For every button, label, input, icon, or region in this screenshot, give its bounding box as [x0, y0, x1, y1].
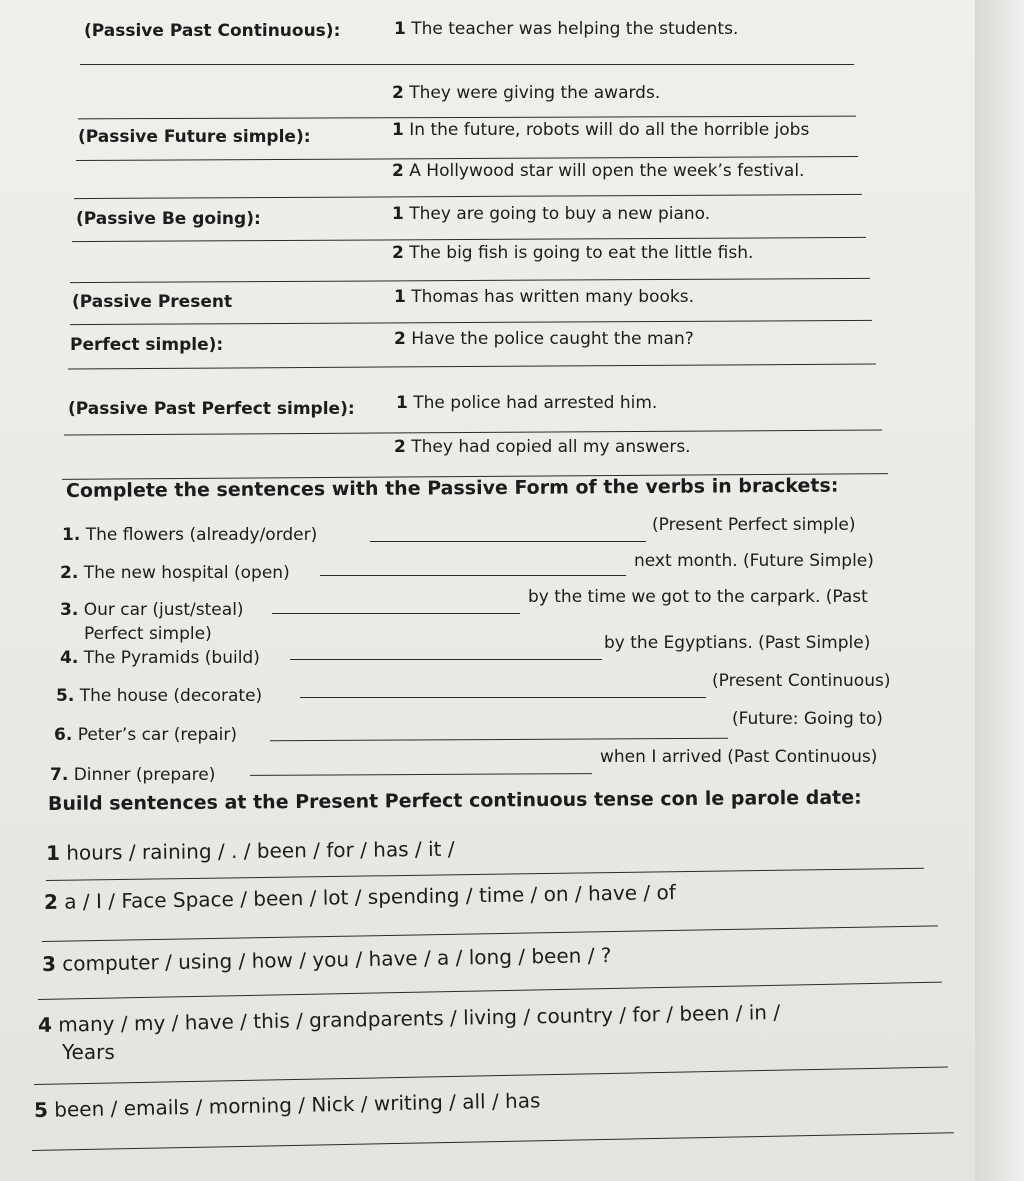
item-number: 5. — [56, 686, 75, 706]
review-sentence: 1 Thomas has written many books. — [394, 287, 694, 307]
blank-line[interactable] — [320, 575, 626, 576]
review-sentence: 2 They had copied all my answers. — [394, 437, 691, 457]
exercise-item — [50, 765, 215, 785]
item-start: The flowers (already/order) — [85, 525, 318, 545]
item-start: Dinner (prepare) — [73, 765, 216, 785]
item-tense: (Present Perfect simple) — [652, 515, 856, 535]
exercise1-title: Complete the sentences with the Passive Form of the verbs in brackets: — [65, 474, 839, 502]
blank-line[interactable] — [290, 659, 602, 660]
exercise2-title: Build sentences at the Present Perfect continuous tense con le parole date: — [47, 786, 862, 815]
review-sentence-text: They are going to buy a new piano. — [409, 204, 711, 224]
item-tense: when I arrived (Past Continuous) — [600, 747, 878, 767]
exercise-item — [56, 686, 262, 706]
item-number: 5 — [33, 1097, 49, 1122]
item-number: 1 — [45, 840, 61, 865]
review-sentence: 1 The police had arrested him. — [396, 393, 658, 413]
item-number: 4 — [37, 1012, 53, 1037]
item-number: 4. — [60, 648, 79, 668]
item-start: The new hospital (open) — [83, 563, 290, 583]
exercise-item — [60, 563, 290, 583]
item-number: 6. — [54, 725, 73, 745]
item-words: many / my / have / this / grandparents / living / country / for / been / in / — [58, 1000, 781, 1037]
item-start: Our car (just/steal) — [83, 600, 244, 620]
item-words-continued: Years — [62, 1040, 115, 1064]
answer-line — [80, 64, 854, 65]
item-number: 2 — [43, 889, 59, 914]
review-sentence-text: The big fish is going to eat the little fish. — [409, 243, 754, 263]
item-words: computer / using / how / you / have / a / long / been / ? — [62, 943, 612, 976]
exercise-item — [60, 648, 260, 668]
heading-future-simple: (Passive Future simple): — [78, 127, 311, 147]
review-sentence-text: They were giving the awards. — [409, 83, 661, 103]
blank-line[interactable] — [370, 541, 646, 542]
item-tense: by the Egyptians. (Past Simple) — [604, 633, 871, 653]
item-words: hours / raining / . / been / for / has / it / — [66, 836, 455, 865]
review-sentence: 1 In the future, robots will do all the horrible jobs — [392, 120, 810, 140]
review-sentence-text: Have the police caught the man? — [411, 329, 694, 349]
item-start: The house (decorate) — [79, 686, 263, 706]
heading-past-perfect: (Passive Past Perfect simple): — [68, 399, 355, 419]
item-number: 3. — [60, 600, 79, 620]
item-tense-continued: Perfect simple) — [84, 624, 212, 644]
review-sentence-text: A Hollywood star will open the week’s festival. — [409, 161, 805, 181]
exercise-item — [62, 525, 317, 545]
build-item — [46, 837, 455, 865]
heading-be-going: (Passive Be going): — [76, 209, 261, 229]
item-tense: next month. (Future Simple) — [634, 551, 874, 571]
item-start: The Pyramids (build) — [83, 648, 260, 668]
item-words: been / emails / morning / Nick / writing / all / has — [54, 1088, 541, 1122]
blank-line[interactable] — [272, 613, 520, 614]
item-number: 2. — [60, 563, 79, 583]
item-tense: by the time we got to the carpark. (Past — [528, 587, 868, 607]
review-sentence-text: In the future, robots will do all the horrible jobs — [409, 120, 810, 140]
review-sentence: 2 They were giving the awards. — [392, 83, 661, 103]
heading-present-perfect-line1: (Passive Present — [72, 292, 233, 312]
review-sentence-text: They had copied all my answers. — [411, 437, 691, 457]
review-sentence: 1 The teacher was helping the students. — [394, 19, 739, 39]
blank-line[interactable] — [300, 697, 706, 698]
page-edge — [975, 0, 1024, 1181]
review-sentence-text: The teacher was helping the students. — [411, 19, 739, 39]
review-sentence: 2 The big fish is going to eat the little fish. — [392, 243, 754, 263]
item-tense: (Present Continuous) — [712, 671, 891, 691]
item-number: 1. — [62, 525, 81, 545]
item-words: a / I / Face Space / been / lot / spending / time / on / have / of — [64, 880, 676, 914]
heading-past-continuous: (Passive Past Continuous): — [84, 21, 341, 41]
review-sentence: 2 A Hollywood star will open the week’s festival. — [392, 161, 805, 181]
exercise-item — [60, 600, 244, 620]
item-start: Peter’s car (repair) — [77, 725, 238, 745]
review-sentence: 1 They are going to buy a new piano. — [392, 204, 711, 224]
review-sentence-text: The police had arrested him. — [413, 393, 658, 413]
exercise-item — [54, 725, 237, 745]
review-sentence-text: Thomas has written many books. — [411, 287, 694, 307]
item-tense: (Future: Going to) — [732, 709, 883, 729]
review-sentence: 2 Have the police caught the man? — [394, 329, 694, 349]
heading-present-perfect-line2: Perfect simple): — [70, 335, 224, 355]
item-number: 3 — [41, 951, 57, 976]
item-number: 7. — [50, 765, 69, 785]
